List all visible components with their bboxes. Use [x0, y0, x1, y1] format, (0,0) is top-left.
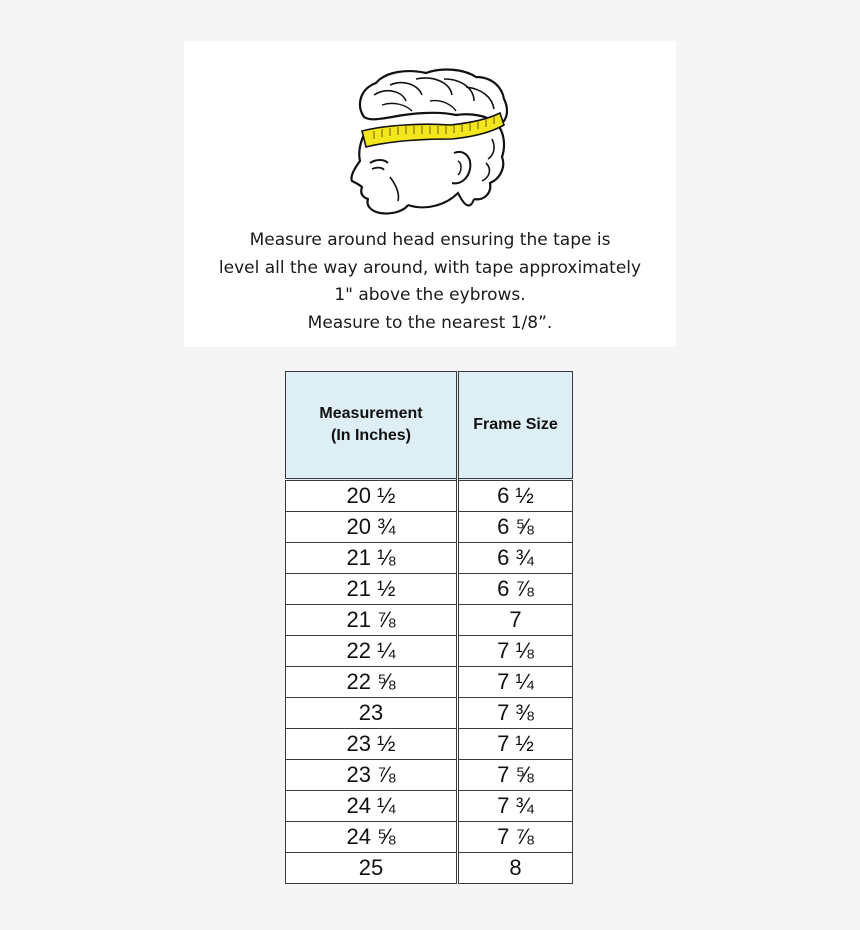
instruction-line-2: level all the way around, with tape approximately: [218, 257, 642, 278]
table-row: [286, 480, 573, 512]
frame-size-cell: 7 ¼: [458, 667, 573, 698]
frame-size-cell: 7: [458, 605, 573, 636]
header-measurement-line-2: (In Inches): [330, 427, 411, 444]
measurement-cell: 23 ½: [286, 729, 458, 760]
measurement-cell: 21 ⅛: [286, 543, 458, 574]
header-measurement: [286, 372, 458, 480]
table-row: [286, 853, 573, 884]
measurement-cell: 22 ⅝: [286, 667, 458, 698]
table-row: [286, 636, 573, 667]
measurement-cell: 21 ½: [286, 574, 458, 605]
table-row: [286, 543, 573, 574]
measurement-cell: 24 ⅝: [286, 822, 458, 853]
instruction-text: [184, 227, 676, 337]
frame-size-cell: 7 ⅛: [458, 636, 573, 667]
frame-size-cell: 7 ¾: [458, 791, 573, 822]
measurement-cell: 20 ½: [286, 480, 458, 512]
frame-size-cell: 6 ½: [458, 480, 573, 512]
header-measurement-line-1: Measurement: [319, 405, 423, 422]
table-row: [286, 667, 573, 698]
frame-size-cell: 8: [458, 853, 573, 884]
table-header-row: [286, 372, 573, 480]
frame-size-cell: 6 ⅞: [458, 574, 573, 605]
instruction-line-3: 1" above the eybrows.: [334, 285, 526, 305]
frame-size-cell: 7 ⅞: [458, 822, 573, 853]
measurement-cell: 21 ⅞: [286, 605, 458, 636]
table-row: [286, 574, 573, 605]
frame-size-cell: 6 ⅝: [458, 512, 573, 543]
header-frame-size: Frame Size: [458, 372, 573, 480]
frame-size-cell: 6 ¾: [458, 543, 573, 574]
measurement-cell: 24 ¼: [286, 791, 458, 822]
measurement-cell: 25: [286, 853, 458, 884]
measurement-cell: 20 ¾: [286, 512, 458, 543]
frame-size-cell: 7 ½: [458, 729, 573, 760]
table-row: [286, 729, 573, 760]
table-row: [286, 760, 573, 791]
table-row: [286, 698, 573, 729]
measurement-cell: 23 ⅞: [286, 760, 458, 791]
table-row: [286, 822, 573, 853]
table-row: [286, 512, 573, 543]
frame-size-cell: 7 ⅝: [458, 760, 573, 791]
table-row: [286, 791, 573, 822]
head-measuring-tape-icon: [346, 65, 524, 215]
size-chart-table: [285, 371, 573, 884]
frame-size-cell: 7 ⅜: [458, 698, 573, 729]
instruction-line-4: Measure to the nearest 1/8”.: [307, 312, 553, 333]
measurement-cell: 23: [286, 698, 458, 729]
instruction-card: [184, 41, 676, 347]
table-row: [286, 605, 573, 636]
measurement-cell: 22 ¼: [286, 636, 458, 667]
instruction-line-1: Measure around head ensuring the tape is: [249, 230, 611, 250]
